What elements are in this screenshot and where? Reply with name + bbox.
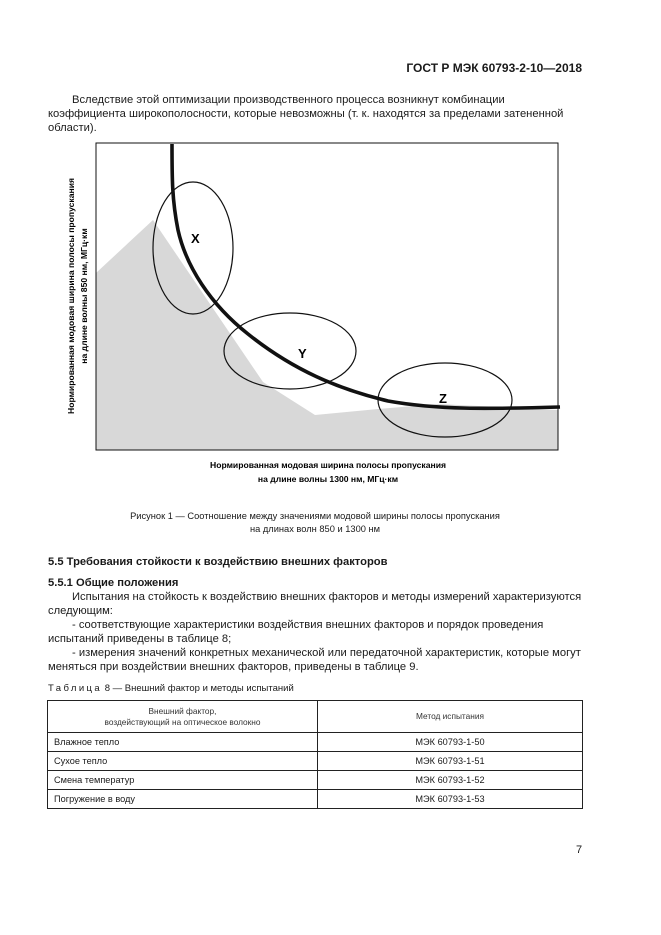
section-title: 5.5 Требования стойкости к воздействию внешних факторов <box>48 556 388 568</box>
x-axis-label-line2: на длине волны 1300 нм, МГц·км <box>257 474 399 484</box>
region-y-ellipse <box>224 313 356 389</box>
y-axis-label-line2: на длине волны 850 нм, МГц·км <box>79 228 89 364</box>
factor-cell: Погружение в воду <box>48 790 318 809</box>
table-title-text: 8 — Внешний фактор и методы испытаний <box>104 683 294 694</box>
table-header-row <box>48 701 583 733</box>
table-row <box>48 771 583 790</box>
method-cell: МЭК 60793-1-52 <box>318 771 583 790</box>
region-x-label: X <box>191 231 200 246</box>
method-cell: МЭК 60793-1-53 <box>318 790 583 809</box>
factor-cell: Влажное тепло <box>48 733 318 752</box>
y-axis-label-line1: Нормированная модовая ширина полосы пропускания <box>66 177 76 415</box>
subsection-title: 5.5.1 Общие положения <box>48 577 179 589</box>
region-y-label: Y <box>298 346 307 361</box>
col-header-method: Метод испытания <box>318 701 583 733</box>
page-number: 7 <box>576 844 583 856</box>
shaded-region <box>96 220 558 450</box>
table-row <box>48 790 583 809</box>
figure-caption <box>80 510 550 536</box>
col-header-factor <box>48 701 318 733</box>
method-cell: МЭК 60793-1-50 <box>318 733 583 752</box>
table-label: Таблица <box>48 683 103 694</box>
region-z-label: Z <box>439 391 447 406</box>
factor-cell: Смена температур <box>48 771 318 790</box>
section-body <box>48 590 582 674</box>
bullet-item-1: - соответствующие характеристики воздействия внешних факторов и порядок проведения испытаний приведены в таблице 8; <box>48 619 544 645</box>
table-row <box>48 733 583 752</box>
environment-table <box>47 700 583 809</box>
caption-line2: на длинах волн 850 и 1300 нм <box>249 524 381 534</box>
intro-paragraph <box>48 93 582 135</box>
bullet-item-2: - измерения значений конкретных механической или передаточной характеристик, которые могут меняться при воздействии внешних факторов, приведены в таблице 9. <box>48 647 581 673</box>
method-cell: МЭК 60793-1-51 <box>318 752 583 771</box>
standard-number: ГОСТ Р МЭК 60793-2-10—2018 <box>406 61 582 75</box>
intro-text: Вследствие этой оптимизации производственного процесса возникнут комбинации коэффициента широкополосности, которые невозможны (т. к. находятся за пределами затененной области). <box>48 94 564 134</box>
bandwidth-figure <box>48 138 588 498</box>
x-axis-label-line1: Нормированная модовая ширина полосы пропускания <box>209 460 447 470</box>
caption-line1: Рисунок 1 — Соотношение между значениями модовой ширины полосы пропускания <box>130 511 500 521</box>
factor-cell: Сухое тепло <box>48 752 318 771</box>
section-para: Испытания на стойкость к воздействию внешних факторов и методы измерений характеризуются следующим: <box>48 591 582 617</box>
col-header-factor-line2: воздействующий на оптическое волокно <box>104 716 261 727</box>
col-header-factor-line1: Внешний фактор, <box>148 705 217 716</box>
table-row <box>48 752 583 771</box>
table-title <box>48 683 294 694</box>
